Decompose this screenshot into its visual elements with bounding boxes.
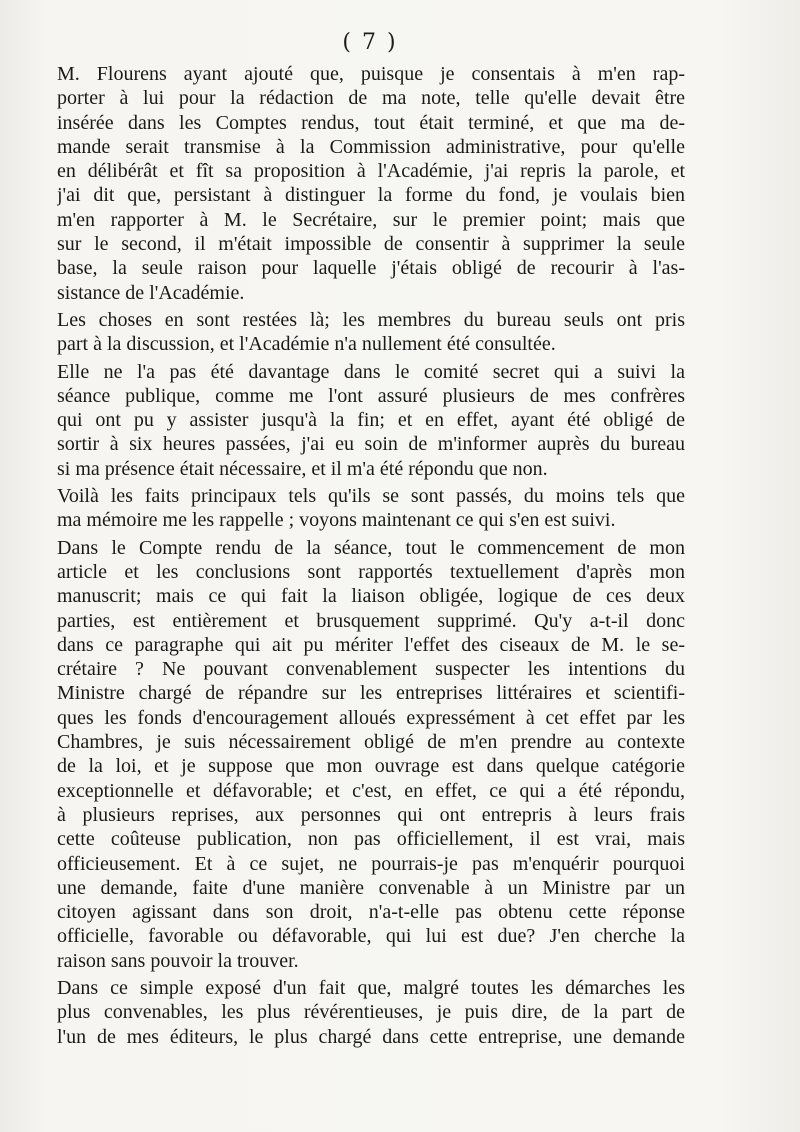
text-line: Ministre chargé de répandre sur les entreprises littéraires et scientifi- <box>57 682 685 705</box>
text-line: cette coûteuse publication, non pas officiellement, il est vrai, mais <box>57 828 685 851</box>
text-line: exceptionnelle et défavorable; et c'est, en effet, ce qui a été répondu, <box>57 779 685 802</box>
text-line: j'ai dit que, persistant à distinguer la forme du fond, je voulais bien <box>57 184 685 207</box>
text-line: officieusement. Et à ce sujet, ne pourrais-je pas m'enquérir pourquoi <box>57 852 685 875</box>
text-line: qui ont pu y assister jusqu'à la fin; et en effet, ayant été obligé de <box>57 409 685 432</box>
text-line: mande serait transmise à la Commission administrative, pour qu'elle <box>57 135 685 158</box>
body-text <box>57 62 685 1049</box>
text-line: raison sans pouvoir la trouver. <box>57 949 299 972</box>
paragraph <box>57 536 685 973</box>
text-line: à plusieurs reprises, aux personnes qui ont entrepris à leurs frais <box>57 803 685 826</box>
text-line: ma mémoire me les rappelle ; voyons maintenant ce qui s'en est suivi. <box>57 509 616 532</box>
text-line: Dans ce simple exposé d'un fait que, malgré toutes les démarches les <box>57 976 685 999</box>
text-line: officielle, favorable ou défavorable, qui lui est due? J'en cherche la <box>57 925 685 948</box>
text-line: parties, est entièrement et brusquement supprimé. Qu'y a-t-il donc <box>57 609 685 632</box>
text-line: part à la discussion, et l'Académie n'a nullement été consultée. <box>57 333 556 356</box>
text-line: Les choses en sont restées là; les membres du bureau seuls ont pris <box>57 308 685 331</box>
text-line: Voilà les faits principaux tels qu'ils se sont passés, du moins tels que <box>57 485 685 508</box>
text-line: base, la seule raison pour laquelle j'étais obligé de recourir à l'as- <box>57 257 685 280</box>
paragraph <box>57 976 685 1049</box>
text-line: si ma présence était nécessaire, et il m'a été répondu que non. <box>57 457 548 480</box>
text-line: sortir à six heures passées, j'ai eu soin de m'informer auprès du bureau <box>57 433 685 456</box>
text-line: une demande, faite d'une manière convenable à un Ministre par un <box>57 876 685 899</box>
text-line: sur le second, il m'était impossible de consentir à supprimer la seule <box>57 233 685 256</box>
text-line: porter à lui pour la rédaction de ma note, telle qu'elle devait être <box>57 87 685 110</box>
text-line: Dans le Compte rendu de la séance, tout le commencement de mon <box>57 536 685 559</box>
text-line: m'en rapporter à M. le Secrétaire, sur le premier point; mais que <box>57 208 685 231</box>
text-line: Elle ne l'a pas été davantage dans le comité secret qui a suivi la <box>57 360 685 383</box>
text-line: ques les fonds d'encouragement alloués expressément à cet effet par les <box>57 706 685 729</box>
text-line: crétaire ? Ne pouvant convenablement suspecter les intentions du <box>57 658 685 681</box>
text-line: Chambres, je suis nécessairement obligé de m'en prendre au contexte <box>57 731 685 754</box>
text-line: citoyen agissant dans son droit, n'a-t-elle pas obtenu cette réponse <box>57 901 685 924</box>
text-line: l'un de mes éditeurs, le plus chargé dans cette entreprise, une demande <box>57 1025 685 1048</box>
text-line: dans ce paragraphe qui ait pu mériter l'effet des ciseaux de M. le se- <box>57 633 685 656</box>
text-line: insérée dans les Comptes rendus, tout était terminé, et que ma de- <box>57 111 685 134</box>
text-line: plus convenables, les plus révérentieuses, je puis dire, de la part de <box>57 1001 685 1024</box>
page-number: ( 7 ) <box>342 30 398 55</box>
paragraph <box>57 62 685 305</box>
text-line: en délibérât et fît sa proposition à l'Académie, j'ai repris la parole, et <box>57 160 685 183</box>
paragraph <box>57 484 685 533</box>
text-line: de la loi, et je suppose que mon ouvrage est dans quelque catégorie <box>57 755 685 778</box>
text-line: article et les conclusions sont rapportés textuellement d'après mon <box>57 560 685 583</box>
paragraph <box>57 308 685 357</box>
text-line: sistance de l'Académie. <box>57 281 245 304</box>
paragraph <box>57 360 685 481</box>
text-line: manuscrit; mais ce qui fait la liaison obligée, logique de ces deux <box>57 585 685 608</box>
text-line: séance publique, comme me l'ont assuré plusieurs de mes confrères <box>57 384 685 407</box>
text-line: M. Flourens ayant ajouté que, puisque je consentais à m'en rap- <box>57 63 685 85</box>
